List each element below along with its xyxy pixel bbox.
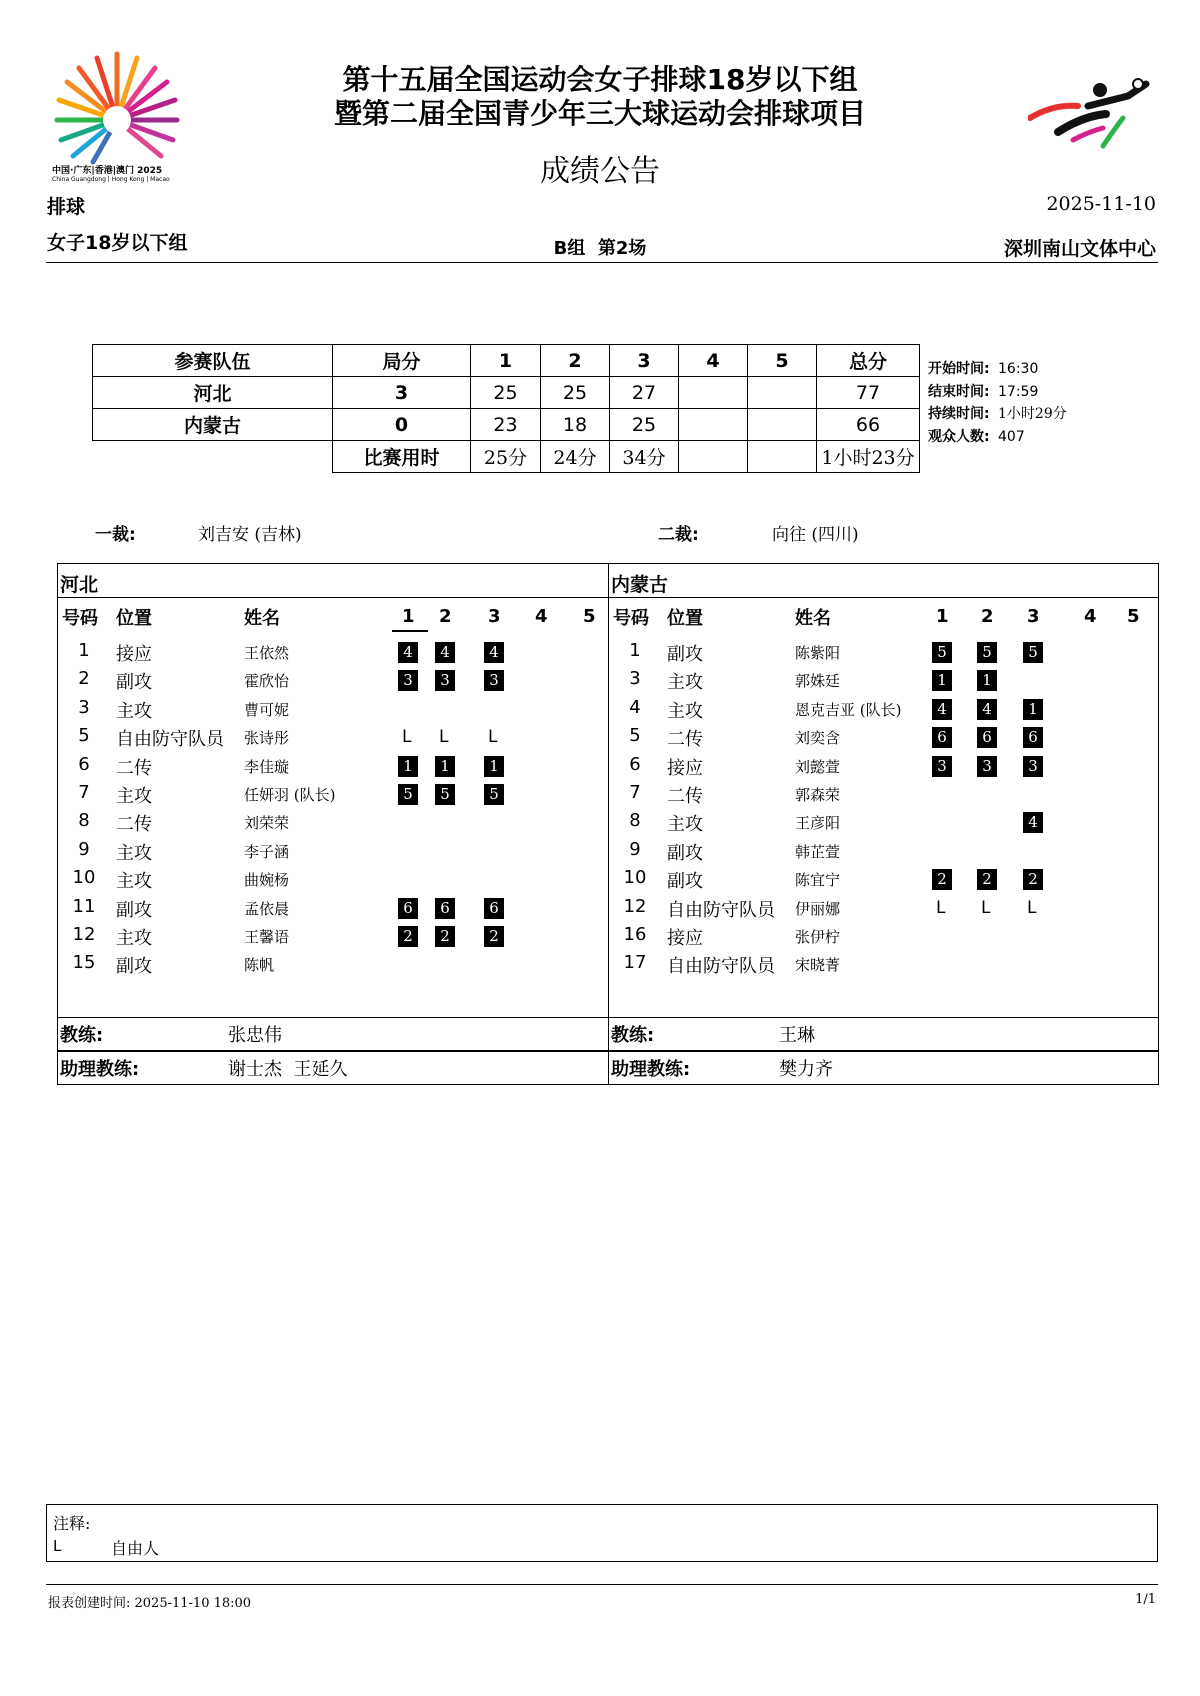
player-position: 接应 — [667, 757, 703, 779]
roster-header-row — [609, 604, 1158, 632]
title-line-2: 暨第二届全国青少年三大球运动会排球项目 — [333, 97, 866, 130]
header-set-2: 2 — [541, 345, 610, 377]
libero-mark: L — [402, 727, 412, 748]
header-set-2: 2 — [981, 606, 994, 627]
header-set-1: 1 — [471, 345, 541, 377]
player-row — [58, 697, 608, 725]
player-row — [58, 640, 608, 668]
starting-position-badge: 5 — [1023, 642, 1043, 663]
report-created: 报表创建时间: 2025-11-10 18:00 — [48, 1596, 252, 1611]
info-spectators-label: 观众人数: — [928, 429, 990, 445]
player-number: 7 — [78, 782, 90, 803]
player-row — [609, 754, 1158, 782]
header-position: 位置 — [667, 608, 703, 629]
player-position: 主攻 — [116, 928, 152, 949]
roster-divider — [58, 597, 608, 598]
player-position: 二传 — [116, 814, 152, 836]
player-row — [58, 725, 608, 753]
starting-position-badge: 2 — [435, 926, 455, 947]
player-row — [58, 924, 608, 952]
second-referee-label: 二裁: — [658, 525, 699, 545]
sport-label: 排球 — [47, 196, 86, 218]
score-header-row — [93, 345, 920, 377]
starting-position-badge: 6 — [398, 898, 418, 919]
set-duration — [679, 441, 748, 473]
team-roster-name: 内蒙古 — [611, 574, 669, 596]
set-score — [679, 409, 748, 441]
second-referee: 向往 (四川) — [772, 525, 859, 545]
coach-divider — [609, 1017, 1158, 1018]
header-team: 参赛队伍 — [93, 345, 333, 377]
set-score: 18 — [541, 409, 610, 441]
header-set-5: 5 — [1127, 606, 1140, 627]
team-roster-panel — [57, 563, 609, 1051]
starting-position-badge: 3 — [484, 670, 504, 691]
player-number: 11 — [72, 895, 96, 917]
info-end-label: 结束时间: — [928, 384, 990, 400]
header-divider — [46, 262, 1158, 263]
player-row — [609, 839, 1158, 867]
header-name: 姓名 — [795, 608, 831, 629]
player-position: 副攻 — [116, 899, 152, 921]
assistant-coach-row — [608, 1051, 1159, 1085]
starting-position-badge: 2 — [1023, 869, 1043, 890]
header-set-3: 3 — [488, 606, 501, 627]
info-start-label: 开始时间: — [928, 361, 990, 377]
starting-position-badge: 4 — [435, 642, 455, 663]
player-number: 15 — [72, 952, 96, 974]
player-name: 郭森荣 — [795, 786, 841, 804]
score-row-team-2 — [93, 409, 920, 441]
starting-position-badge: 6 — [1023, 727, 1043, 748]
info-end — [928, 381, 1038, 401]
header-set-3: 3 — [610, 345, 679, 377]
coach-name: 张忠伟 — [228, 1025, 282, 1046]
player-number: 10 — [72, 867, 96, 889]
player-name: 曲婉杨 — [244, 871, 290, 890]
team-name: 河北 — [93, 377, 333, 409]
starting-position-badge: 4 — [1023, 812, 1043, 833]
player-number: 12 — [72, 924, 96, 945]
set-duration: 25分 — [471, 441, 541, 473]
player-position: 主攻 — [667, 700, 703, 722]
player-row — [609, 810, 1158, 838]
header-set-2: 2 — [439, 606, 452, 627]
player-number: 12 — [623, 895, 647, 917]
player-row — [609, 782, 1158, 810]
player-row — [58, 952, 608, 980]
info-start-value: 16:30 — [998, 361, 1039, 377]
sets-won: 0 — [333, 409, 471, 441]
set-score — [748, 377, 817, 409]
logo-caption-en: China Guangdong | Hong Kong | Macao — [52, 176, 170, 183]
player-number: 9 — [78, 838, 90, 860]
libero-mark: L — [1027, 897, 1037, 918]
player-position: 主攻 — [116, 842, 152, 864]
info-end-value: 17:59 — [998, 384, 1039, 400]
header-set-1: 1 — [936, 606, 949, 627]
starting-position-badge: 2 — [977, 869, 997, 890]
libero-mark: L — [936, 897, 946, 918]
libero-mark: L — [439, 727, 449, 748]
player-position: 二传 — [116, 757, 152, 779]
assistant-names: 樊力齐 — [779, 1059, 833, 1080]
player-row — [609, 640, 1158, 668]
player-name: 任妍羽 (队长) — [244, 786, 336, 804]
player-position: 接应 — [116, 644, 152, 665]
title-line-1: 第十五届全国运动会女子排球18岁以下组 — [342, 63, 858, 96]
header-set-5: 5 — [748, 345, 817, 377]
set-score — [748, 409, 817, 441]
category-label: 女子18岁以下组 — [47, 232, 188, 254]
header-set-3: 3 — [1027, 606, 1040, 627]
player-number: 6 — [78, 753, 90, 775]
header-set-4: 4 — [535, 606, 548, 627]
set-score: 25 — [541, 377, 610, 409]
first-referee-label: 一裁: — [95, 525, 136, 545]
starting-position-badge: 5 — [977, 642, 997, 663]
starting-position-badge: 3 — [398, 670, 418, 691]
player-position: 主攻 — [667, 814, 703, 836]
score-table — [92, 344, 920, 473]
player-row — [609, 952, 1158, 980]
team-roster-panel — [608, 563, 1159, 1051]
player-position: 主攻 — [116, 700, 152, 722]
player-name: 李子涵 — [244, 842, 290, 861]
coach-row — [58, 1021, 608, 1049]
player-name: 宋晓菁 — [795, 956, 841, 975]
coach-label: 教练: — [611, 1025, 655, 1046]
starting-position-badge: 6 — [932, 727, 952, 748]
total-score: 77 — [817, 377, 920, 409]
set-score: 25 — [610, 409, 679, 441]
starting-position-badge: 3 — [435, 670, 455, 691]
player-number: 7 — [629, 782, 641, 803]
player-position: 自由防守队员 — [667, 956, 775, 978]
starting-position-badge: 5 — [435, 784, 455, 805]
info-spectators — [928, 426, 1025, 446]
player-row — [609, 867, 1158, 895]
set-duration: 34分 — [610, 441, 679, 473]
player-number: 4 — [629, 696, 641, 718]
player-number: 16 — [623, 924, 647, 945]
libero-mark: L — [488, 727, 498, 748]
header-set-5: 5 — [583, 606, 596, 627]
player-position: 主攻 — [116, 786, 152, 807]
duration-row — [93, 441, 920, 473]
player-position: 副攻 — [667, 842, 703, 864]
player-name: 伊丽娜 — [795, 899, 841, 918]
team-name: 内蒙古 — [93, 409, 333, 441]
player-row — [58, 839, 608, 867]
player-position: 副攻 — [116, 956, 152, 978]
starting-position-badge: 1 — [1023, 699, 1043, 720]
header-set-4: 4 — [1084, 606, 1097, 627]
coach-label: 教练: — [60, 1025, 104, 1046]
header-sets: 局分 — [333, 345, 471, 377]
score-row-team-1 — [93, 377, 920, 409]
player-position: 接应 — [667, 928, 703, 949]
player-name: 陈帆 — [244, 956, 275, 975]
starting-position-badge: 1 — [484, 756, 504, 777]
assistant-names: 谢士杰 王延久 — [228, 1059, 348, 1080]
first-referee: 刘吉安 (吉林) — [198, 525, 302, 545]
player-row — [58, 668, 608, 696]
info-duration-value: 1小时29分 — [998, 406, 1067, 422]
coach-name: 王琳 — [779, 1025, 815, 1046]
team-roster-name: 河北 — [60, 574, 99, 596]
player-row — [58, 810, 608, 838]
starting-position-badge: 6 — [977, 727, 997, 748]
player-name: 刘懿萱 — [795, 757, 841, 776]
set-score — [679, 377, 748, 409]
player-name: 王依然 — [244, 644, 290, 662]
starting-position-badge: 6 — [484, 898, 504, 919]
match-date: 2025-11-10 — [1046, 193, 1156, 215]
starting-position-badge: 5 — [932, 642, 952, 663]
duration-label: 比赛用时 — [333, 441, 471, 473]
starting-position-badge: 2 — [484, 926, 504, 947]
player-position: 副攻 — [116, 672, 152, 694]
player-number: 17 — [623, 952, 647, 974]
notes-box — [46, 1504, 1158, 1562]
header-position: 位置 — [116, 608, 152, 629]
starting-position-badge: 2 — [932, 869, 952, 890]
starting-position-badge: 5 — [484, 784, 504, 805]
libero-mark: L — [981, 897, 991, 918]
header-underline — [392, 630, 428, 632]
starting-position-badge: 1 — [932, 670, 952, 691]
notes-key: L — [53, 1537, 62, 1555]
player-row — [609, 896, 1158, 924]
roster-divider — [609, 597, 1158, 598]
player-number: 5 — [629, 725, 641, 747]
match-label: B组 第2场 — [553, 238, 647, 259]
page-number: 1/1 — [1135, 1592, 1156, 1607]
logo-caption: 中国·广东|香港|澳门 2025 — [52, 166, 163, 176]
player-row — [609, 697, 1158, 725]
player-row — [609, 924, 1158, 952]
set-score: 25 — [471, 377, 541, 409]
player-name: 霍欣怡 — [244, 672, 290, 691]
player-number: 10 — [623, 867, 647, 889]
starting-position-badge: 4 — [484, 642, 504, 663]
footer-divider — [46, 1584, 1158, 1585]
player-name: 郭姝廷 — [795, 672, 841, 691]
player-name: 韩芷萱 — [795, 842, 841, 861]
info-duration-label: 持续时间: — [928, 406, 990, 422]
set-score: 23 — [471, 409, 541, 441]
player-number: 1 — [629, 640, 641, 661]
player-number: 9 — [629, 838, 641, 860]
player-number: 2 — [78, 668, 90, 690]
player-position: 主攻 — [667, 672, 703, 694]
player-row — [58, 867, 608, 895]
starting-position-badge: 1 — [435, 756, 455, 777]
starting-position-badge: 3 — [1023, 756, 1043, 777]
player-name: 恩克吉亚 (队长) — [795, 700, 902, 719]
set-score: 27 — [610, 377, 679, 409]
starting-position-badge: 2 — [398, 926, 418, 947]
info-spectators-value: 407 — [998, 429, 1025, 445]
player-number: 5 — [78, 725, 90, 747]
set-duration: 24分 — [541, 441, 610, 473]
player-row — [58, 754, 608, 782]
player-name: 陈宜宁 — [795, 871, 841, 890]
player-name: 张伊柠 — [795, 928, 841, 946]
player-name: 张诗彤 — [244, 729, 290, 748]
header-total: 总分 — [817, 345, 920, 377]
player-number: 8 — [78, 810, 90, 832]
starting-position-badge: 6 — [435, 898, 455, 919]
header-number: 号码 — [62, 608, 98, 629]
title-line-3: 成绩公告 — [540, 154, 660, 189]
starting-position-badge: 3 — [977, 756, 997, 777]
player-number: 8 — [629, 810, 641, 832]
total-duration: 1小时23分 — [817, 441, 920, 473]
player-number: 1 — [78, 640, 90, 661]
starting-position-badge: 1 — [977, 670, 997, 691]
header-number: 号码 — [613, 608, 649, 629]
player-name: 刘奕含 — [795, 729, 841, 748]
starting-position-badge: 5 — [398, 784, 418, 805]
player-name: 孟依晨 — [244, 899, 290, 918]
info-duration — [928, 403, 1067, 423]
player-position: 主攻 — [116, 871, 152, 893]
player-position: 副攻 — [667, 644, 703, 665]
set-duration — [748, 441, 817, 473]
player-number: 3 — [78, 696, 90, 718]
coach-divider — [58, 1017, 608, 1018]
header-set-4: 4 — [679, 345, 748, 377]
player-name: 李佳璇 — [244, 757, 290, 776]
player-name: 陈紫阳 — [795, 644, 841, 662]
starting-position-badge: 4 — [977, 699, 997, 720]
player-name: 曹可妮 — [244, 700, 290, 719]
player-number: 3 — [629, 668, 641, 690]
player-position: 二传 — [667, 729, 703, 751]
sets-won: 3 — [333, 377, 471, 409]
assistant-label: 助理教练: — [611, 1059, 691, 1080]
coach-row — [609, 1021, 1158, 1049]
info-start — [928, 358, 1038, 378]
assistant-coach-row — [57, 1051, 609, 1085]
player-row — [58, 896, 608, 924]
notes-label: 注释: — [53, 1514, 91, 1533]
player-position: 自由防守队员 — [667, 899, 775, 921]
player-name: 王彦阳 — [795, 814, 841, 833]
player-row — [609, 725, 1158, 753]
starting-position-badge: 1 — [398, 756, 418, 777]
notes-meaning: 自由人 — [111, 1539, 160, 1558]
player-row — [609, 668, 1158, 696]
roster-header-row — [58, 604, 608, 632]
player-number: 6 — [629, 753, 641, 775]
player-position: 副攻 — [667, 871, 703, 893]
player-name: 王馨语 — [244, 928, 290, 946]
player-name: 刘荣荣 — [244, 814, 290, 833]
player-position: 自由防守队员 — [116, 729, 224, 751]
assistant-label: 助理教练: — [60, 1059, 140, 1080]
player-position: 二传 — [667, 786, 703, 807]
starting-position-badge: 4 — [398, 642, 418, 663]
player-row — [58, 782, 608, 810]
venue-label: 深圳南山文体中心 — [1003, 238, 1156, 260]
header-name: 姓名 — [244, 608, 280, 629]
total-score: 66 — [817, 409, 920, 441]
starting-position-badge: 4 — [932, 699, 952, 720]
header-set-1: 1 — [402, 606, 415, 627]
starting-position-badge: 3 — [932, 756, 952, 777]
